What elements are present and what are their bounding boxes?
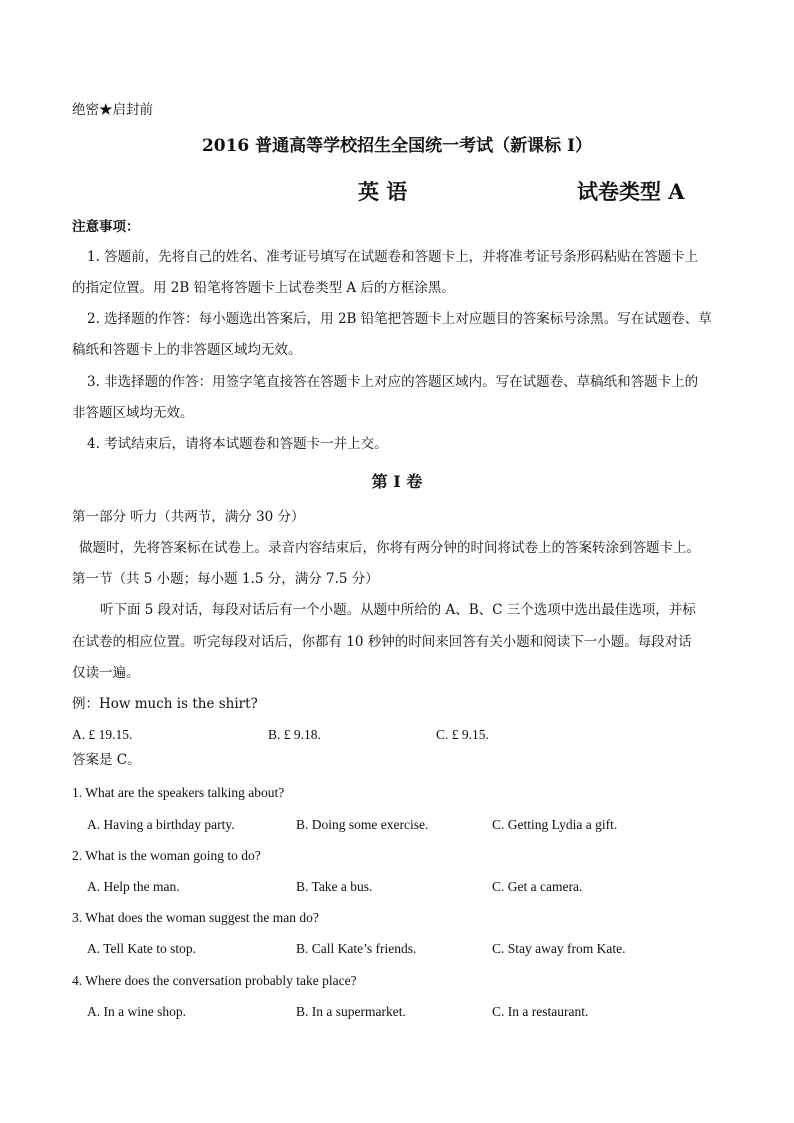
notice-item-1-line-2: 的指定位置。用 2B 铅笔将答题卡上试卷类型 A 后的方框涂黑。 bbox=[72, 280, 455, 296]
question-3-option-c: C. Stay away from Kate. bbox=[492, 941, 626, 956]
question-2-option-b: B. Take a bus. bbox=[296, 879, 373, 894]
example-option-b: B. £ 9.18. bbox=[268, 727, 321, 742]
subsection-1-line-2: 在试卷的相应位置。听完每段对话后，你都有 10 秒钟的时间来回答有关小题和阅读下一小题。每段对话 bbox=[72, 634, 692, 650]
notice-item-2-line-2: 稿纸和答题卡上的非答题区域均无效。 bbox=[72, 342, 302, 358]
paper-type-label: 试卷类型 A bbox=[577, 179, 685, 204]
question-3-option-a: A. Tell Kate to stop. bbox=[87, 941, 197, 956]
question-2-option-c: C. Get a camera. bbox=[492, 879, 583, 894]
notice-heading: 注意事项： bbox=[72, 219, 140, 235]
question-2: 2. What is the woman going to do? bbox=[72, 848, 261, 863]
subsection-1-line-1: 听下面 5 段对话，每段对话后有一个小题。从题中所给的 A、B、C 三个选项中选出最佳选项，并标 bbox=[100, 602, 696, 618]
question-3: 3. What does the woman suggest the man do? bbox=[72, 910, 319, 925]
question-1-option-c: C. Getting Lydia a gift. bbox=[492, 817, 618, 832]
subject-label: 英 语 bbox=[358, 179, 408, 204]
question-1-option-b: B. Doing some exercise. bbox=[296, 817, 429, 832]
question-4-option-c: C. In a restaurant. bbox=[492, 1004, 589, 1019]
subsection-1-line-3: 仅读一遍。 bbox=[72, 665, 140, 681]
example-answer: 答案是 C。 bbox=[72, 752, 141, 768]
example-question: 例：How much is the shirt? bbox=[72, 696, 258, 712]
question-4-option-b: B. In a supermarket. bbox=[296, 1004, 406, 1019]
part-1-heading: 第一部分 听力（共两节，满分 30 分） bbox=[72, 509, 305, 525]
question-2-option-a: A. Help the man. bbox=[87, 879, 180, 894]
subsection-1-heading: 第一节（共 5 小题；每小题 1.5 分，满分 7.5 分） bbox=[72, 571, 379, 587]
example-option-a: A. £ 19.15. bbox=[72, 727, 133, 742]
notice-item-4: 4. 考试结束后，请将本试题卷和答题卡一并上交。 bbox=[87, 436, 388, 452]
part-1-instruction: 做题时，先将答案标在试卷上。录音内容结束后，你将有两分钟的时间将试卷上的答案转涂到答题卡上。 bbox=[79, 540, 700, 556]
secret-label: 绝密★启封前 bbox=[72, 102, 153, 118]
notice-item-1-line-1: 1. 答题前，先将自己的姓名、准考证号填写在试题卷和答题卡上，并将准考证号条形码粘贴在答题卡上 bbox=[87, 249, 699, 265]
notice-item-3-line-2: 非答题区域均无效。 bbox=[72, 405, 194, 421]
section-title: 第 Ⅰ 卷 bbox=[371, 472, 423, 491]
question-1-option-a: A. Having a birthday party. bbox=[87, 817, 235, 832]
example-option-c: C. £ 9.15. bbox=[436, 727, 489, 742]
question-4: 4. Where does the conversation probably take place? bbox=[72, 973, 357, 988]
question-3-option-b: B. Call Kate’s friends. bbox=[296, 941, 417, 956]
question-4-option-a: A. In a wine shop. bbox=[87, 1004, 186, 1019]
notice-item-2-line-1: 2. 选择题的作答：每小题选出答案后，用 2B 铅笔把答题卡上对应题目的答案标号涂黑。写在试题卷、草 bbox=[87, 311, 712, 327]
exam-title: 2016 普通高等学校招生全国统一考试（新课标 I） bbox=[201, 136, 593, 156]
question-1: 1. What are the speakers talking about? bbox=[72, 785, 285, 800]
notice-item-3-line-1: 3. 非选择题的作答：用签字笔直接答在答题卡上对应的答题区域内。写在试题卷、草稿纸和答题卡上的 bbox=[87, 374, 699, 390]
